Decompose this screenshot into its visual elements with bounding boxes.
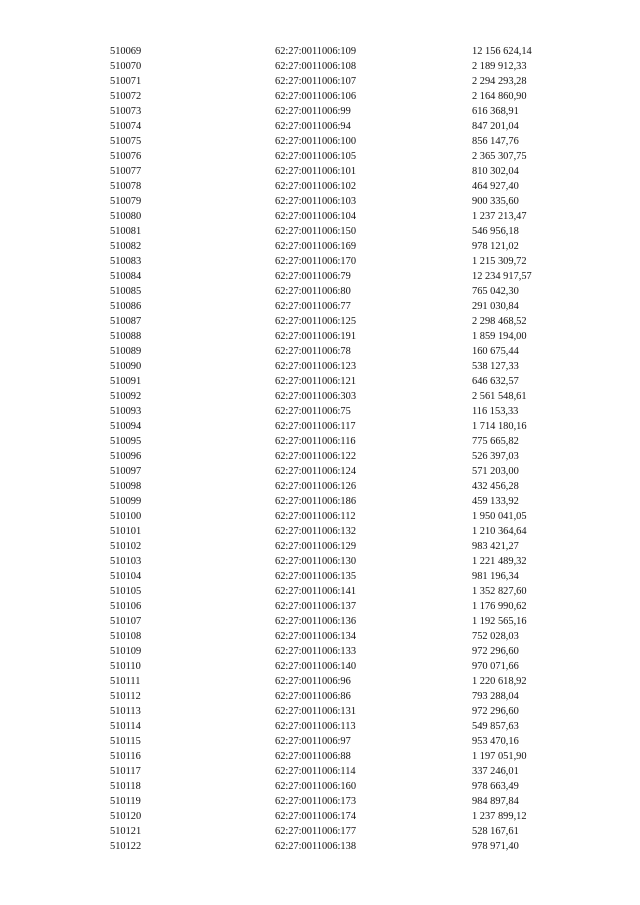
record-number-cell: 510117 <box>110 766 141 777</box>
record-number-cell: 510073 <box>110 106 142 117</box>
cadastral-number-cell: 62:27:0011006:113 <box>275 721 356 732</box>
cadastral-value-cell: 1 210 364,64 <box>472 526 527 537</box>
cadastral-value-cell: 538 127,33 <box>472 361 519 372</box>
table-row <box>0 284 640 299</box>
table-row <box>0 269 640 284</box>
cadastral-number-cell: 62:27:0011006:137 <box>275 601 357 612</box>
cadastral-number-cell: 62:27:0011006:134 <box>275 631 357 642</box>
cadastral-number-cell: 62:27:0011006:122 <box>275 451 357 462</box>
table-row <box>0 584 640 599</box>
record-number-cell: 510071 <box>110 76 142 87</box>
cadastral-value-cell: 981 196,34 <box>472 571 519 582</box>
cadastral-value-cell: 2 365 307,75 <box>472 151 527 162</box>
table-row <box>0 569 640 584</box>
table-row <box>0 74 640 89</box>
cadastral-number-cell: 62:27:0011006:96 <box>275 676 351 687</box>
table-row <box>0 464 640 479</box>
record-number-cell: 510113 <box>110 706 141 717</box>
table-row <box>0 329 640 344</box>
cadastral-number-cell: 62:27:0011006:191 <box>275 331 357 342</box>
cadastral-number-cell: 62:27:0011006:80 <box>275 286 351 297</box>
record-number-cell: 510105 <box>110 586 142 597</box>
record-number-cell: 510069 <box>110 46 142 57</box>
record-number-cell: 510072 <box>110 91 142 102</box>
cadastral-number-cell: 62:27:0011006:150 <box>275 226 357 237</box>
cadastral-value-cell: 291 030,84 <box>472 301 519 312</box>
cadastral-number-cell: 62:27:0011006:177 <box>275 826 357 837</box>
record-number-cell: 510086 <box>110 301 142 312</box>
record-number-cell: 510108 <box>110 631 142 642</box>
cadastral-number-cell: 62:27:0011006:86 <box>275 691 351 702</box>
cadastral-number-cell: 62:27:0011006:103 <box>275 196 357 207</box>
cadastral-number-cell: 62:27:0011006:303 <box>275 391 357 402</box>
table-row <box>0 59 640 74</box>
record-number-cell: 510070 <box>110 61 142 72</box>
cadastral-number-cell: 62:27:0011006:130 <box>275 556 357 567</box>
table-row <box>0 599 640 614</box>
record-number-cell: 510092 <box>110 391 142 402</box>
cadastral-value-cell: 983 421,27 <box>472 541 519 552</box>
record-number-cell: 510121 <box>110 826 142 837</box>
cadastral-value-cell: 464 927,40 <box>472 181 519 192</box>
cadastral-value-cell: 972 296,60 <box>472 706 519 717</box>
cadastral-number-cell: 62:27:0011006:104 <box>275 211 357 222</box>
cadastral-value-cell: 978 971,40 <box>472 841 519 852</box>
cadastral-number-cell: 62:27:0011006:109 <box>275 46 357 57</box>
cadastral-value-cell: 646 632,57 <box>472 376 519 387</box>
record-number-cell: 510118 <box>110 781 141 792</box>
table-row <box>0 194 640 209</box>
table-row <box>0 734 640 749</box>
cadastral-value-cell: 1 215 309,72 <box>472 256 527 267</box>
cadastral-number-cell: 62:27:0011006:114 <box>275 766 356 777</box>
record-number-cell: 510119 <box>110 796 141 807</box>
cadastral-value-cell: 1 220 618,92 <box>472 676 527 687</box>
table-row <box>0 659 640 674</box>
record-number-cell: 510075 <box>110 136 142 147</box>
record-number-cell: 510095 <box>110 436 142 447</box>
cadastral-value-cell: 793 288,04 <box>472 691 519 702</box>
table-row <box>0 419 640 434</box>
table-row <box>0 449 640 464</box>
cadastral-number-cell: 62:27:0011006:126 <box>275 481 357 492</box>
table-row <box>0 539 640 554</box>
cadastral-value-cell: 984 897,84 <box>472 796 519 807</box>
cadastral-number-cell: 62:27:0011006:132 <box>275 526 357 537</box>
cadastral-value-cell: 970 071,66 <box>472 661 519 672</box>
record-number-cell: 510120 <box>110 811 142 822</box>
cadastral-value-cell: 1 352 827,60 <box>472 586 527 597</box>
table-row <box>0 674 640 689</box>
record-number-cell: 510097 <box>110 466 142 477</box>
cadastral-number-cell: 62:27:0011006:75 <box>275 406 351 417</box>
table-row <box>0 119 640 134</box>
cadastral-value-cell: 546 956,18 <box>472 226 519 237</box>
table-row <box>0 104 640 119</box>
table-row <box>0 794 640 809</box>
cadastral-value-cell: 900 335,60 <box>472 196 519 207</box>
table-row <box>0 704 640 719</box>
table-row <box>0 374 640 389</box>
table-row <box>0 239 640 254</box>
record-number-cell: 510084 <box>110 271 142 282</box>
cadastral-value-cell: 2 189 912,33 <box>472 61 527 72</box>
cadastral-value-cell: 116 153,33 <box>472 406 519 417</box>
record-number-cell: 510106 <box>110 601 142 612</box>
cadastral-number-cell: 62:27:0011006:100 <box>275 136 357 147</box>
table-row <box>0 254 640 269</box>
cadastral-value-cell: 765 042,30 <box>472 286 519 297</box>
cadastral-value-cell: 1 714 180,16 <box>472 421 527 432</box>
cadastral-number-cell: 62:27:0011006:135 <box>275 571 357 582</box>
cadastral-value-cell: 432 456,28 <box>472 481 519 492</box>
table-row <box>0 494 640 509</box>
cadastral-number-cell: 62:27:0011006:138 <box>275 841 357 852</box>
cadastral-value-cell: 528 167,61 <box>472 826 519 837</box>
record-number-cell: 510109 <box>110 646 142 657</box>
record-number-cell: 510107 <box>110 616 142 627</box>
table-row <box>0 809 640 824</box>
cadastral-value-cell: 2 561 548,61 <box>472 391 527 402</box>
cadastral-number-cell: 62:27:0011006:186 <box>275 496 357 507</box>
cadastral-value-cell: 549 857,63 <box>472 721 519 732</box>
record-number-cell: 510111 <box>110 676 141 687</box>
cadastral-number-cell: 62:27:0011006:88 <box>275 751 351 762</box>
table-row <box>0 299 640 314</box>
record-number-cell: 510087 <box>110 316 142 327</box>
table-row <box>0 434 640 449</box>
cadastral-value-cell: 1 176 990,62 <box>472 601 527 612</box>
table-row <box>0 404 640 419</box>
record-number-cell: 510082 <box>110 241 142 252</box>
cadastral-value-cell: 810 302,04 <box>472 166 519 177</box>
record-number-cell: 510114 <box>110 721 141 732</box>
cadastral-number-cell: 62:27:0011006:136 <box>275 616 357 627</box>
table-row <box>0 344 640 359</box>
cadastral-number-cell: 62:27:0011006:160 <box>275 781 357 792</box>
cadastral-number-cell: 62:27:0011006:102 <box>275 181 357 192</box>
table-row <box>0 764 640 779</box>
cadastral-value-cell: 978 121,02 <box>472 241 519 252</box>
record-number-cell: 510078 <box>110 181 142 192</box>
table-row <box>0 89 640 104</box>
cadastral-value-cell: 2 294 293,28 <box>472 76 527 87</box>
cadastral-value-cell: 2 164 860,90 <box>472 91 527 102</box>
cadastral-value-cell: 337 246,01 <box>472 766 519 777</box>
cadastral-number-cell: 62:27:0011006:170 <box>275 256 357 267</box>
cadastral-value-cell: 1 192 565,16 <box>472 616 527 627</box>
cadastral-number-cell: 62:27:0011006:133 <box>275 646 357 657</box>
table-row <box>0 359 640 374</box>
cadastral-number-cell: 62:27:0011006:94 <box>275 121 351 132</box>
record-number-cell: 510080 <box>110 211 142 222</box>
record-number-cell: 510083 <box>110 256 142 267</box>
cadastral-number-cell: 62:27:0011006:140 <box>275 661 357 672</box>
cadastral-value-cell: 1 221 489,32 <box>472 556 527 567</box>
table-row <box>0 134 640 149</box>
record-number-cell: 510090 <box>110 361 142 372</box>
cadastral-value-cell: 1 237 213,47 <box>472 211 527 222</box>
cadastral-number-cell: 62:27:0011006:77 <box>275 301 351 312</box>
cadastral-number-cell: 62:27:0011006:129 <box>275 541 357 552</box>
record-number-cell: 510079 <box>110 196 142 207</box>
table-row <box>0 719 640 734</box>
cadastral-value-cell: 847 201,04 <box>472 121 519 132</box>
table-row <box>0 224 640 239</box>
cadastral-value-cell: 2 298 468,52 <box>472 316 527 327</box>
record-number-cell: 510101 <box>110 526 142 537</box>
table-row <box>0 689 640 704</box>
cadastral-value-cell: 752 028,03 <box>472 631 519 642</box>
record-number-cell: 510110 <box>110 661 141 672</box>
record-number-cell: 510112 <box>110 691 141 702</box>
cadastral-number-cell: 62:27:0011006:105 <box>275 151 357 162</box>
table-row <box>0 779 640 794</box>
record-number-cell: 510089 <box>110 346 142 357</box>
cadastral-value-cell: 775 665,82 <box>472 436 519 447</box>
table-row <box>0 824 640 839</box>
table-row <box>0 164 640 179</box>
record-number-cell: 510077 <box>110 166 142 177</box>
cadastral-number-cell: 62:27:0011006:117 <box>275 421 356 432</box>
cadastral-value-cell: 1 237 899,12 <box>472 811 527 822</box>
record-number-cell: 510085 <box>110 286 142 297</box>
cadastral-value-cell: 459 133,92 <box>472 496 519 507</box>
cadastral-number-cell: 62:27:0011006:97 <box>275 736 351 747</box>
record-number-cell: 510093 <box>110 406 142 417</box>
table-row <box>0 554 640 569</box>
record-number-cell: 510096 <box>110 451 142 462</box>
cadastral-number-cell: 62:27:0011006:116 <box>275 436 356 447</box>
cadastral-number-cell: 62:27:0011006:125 <box>275 316 357 327</box>
table-row <box>0 629 640 644</box>
cadastral-number-cell: 62:27:0011006:107 <box>275 76 357 87</box>
cadastral-number-cell: 62:27:0011006:79 <box>275 271 351 282</box>
table-row <box>0 749 640 764</box>
table-row <box>0 614 640 629</box>
cadastral-value-cell: 1 859 194,00 <box>472 331 527 342</box>
record-number-cell: 510102 <box>110 541 142 552</box>
table-row <box>0 509 640 524</box>
record-number-cell: 510094 <box>110 421 142 432</box>
record-number-cell: 510081 <box>110 226 142 237</box>
cadastral-value-cell: 526 397,03 <box>472 451 519 462</box>
cadastral-number-cell: 62:27:0011006:141 <box>275 586 357 597</box>
cadastral-value-table <box>0 44 640 854</box>
record-number-cell: 510115 <box>110 736 141 747</box>
record-number-cell: 510122 <box>110 841 142 852</box>
cadastral-value-cell: 1 197 051,90 <box>472 751 527 762</box>
cadastral-number-cell: 62:27:0011006:99 <box>275 106 351 117</box>
cadastral-value-cell: 953 470,16 <box>472 736 519 747</box>
record-number-cell: 510103 <box>110 556 142 567</box>
table-row <box>0 524 640 539</box>
table-row <box>0 149 640 164</box>
cadastral-number-cell: 62:27:0011006:121 <box>275 376 357 387</box>
record-number-cell: 510104 <box>110 571 142 582</box>
cadastral-number-cell: 62:27:0011006:112 <box>275 511 356 522</box>
cadastral-number-cell: 62:27:0011006:106 <box>275 91 357 102</box>
cadastral-number-cell: 62:27:0011006:124 <box>275 466 357 477</box>
record-number-cell: 510100 <box>110 511 142 522</box>
table-row <box>0 389 640 404</box>
table-row <box>0 314 640 329</box>
record-number-cell: 510098 <box>110 481 142 492</box>
table-row <box>0 839 640 854</box>
cadastral-value-cell: 12 234 917,57 <box>472 271 532 282</box>
cadastral-number-cell: 62:27:0011006:173 <box>275 796 357 807</box>
record-number-cell: 510074 <box>110 121 142 132</box>
table-row <box>0 179 640 194</box>
record-number-cell: 510091 <box>110 376 142 387</box>
cadastral-number-cell: 62:27:0011006:123 <box>275 361 357 372</box>
table-row <box>0 644 640 659</box>
record-number-cell: 510116 <box>110 751 141 762</box>
record-number-cell: 510099 <box>110 496 142 507</box>
cadastral-value-cell: 12 156 624,14 <box>472 46 532 57</box>
cadastral-number-cell: 62:27:0011006:101 <box>275 166 357 177</box>
cadastral-number-cell: 62:27:0011006:169 <box>275 241 357 252</box>
cadastral-value-cell: 972 296,60 <box>472 646 519 657</box>
cadastral-value-cell: 616 368,91 <box>472 106 519 117</box>
table-row <box>0 209 640 224</box>
cadastral-number-cell: 62:27:0011006:108 <box>275 61 357 72</box>
cadastral-value-cell: 571 203,00 <box>472 466 519 477</box>
cadastral-value-cell: 978 663,49 <box>472 781 519 792</box>
cadastral-value-cell: 160 675,44 <box>472 346 519 357</box>
table-row <box>0 44 640 59</box>
cadastral-value-cell: 856 147,76 <box>472 136 519 147</box>
cadastral-number-cell: 62:27:0011006:131 <box>275 706 357 717</box>
record-number-cell: 510076 <box>110 151 142 162</box>
cadastral-value-cell: 1 950 041,05 <box>472 511 527 522</box>
cadastral-number-cell: 62:27:0011006:174 <box>275 811 357 822</box>
cadastral-number-cell: 62:27:0011006:78 <box>275 346 351 357</box>
record-number-cell: 510088 <box>110 331 142 342</box>
table-row <box>0 479 640 494</box>
